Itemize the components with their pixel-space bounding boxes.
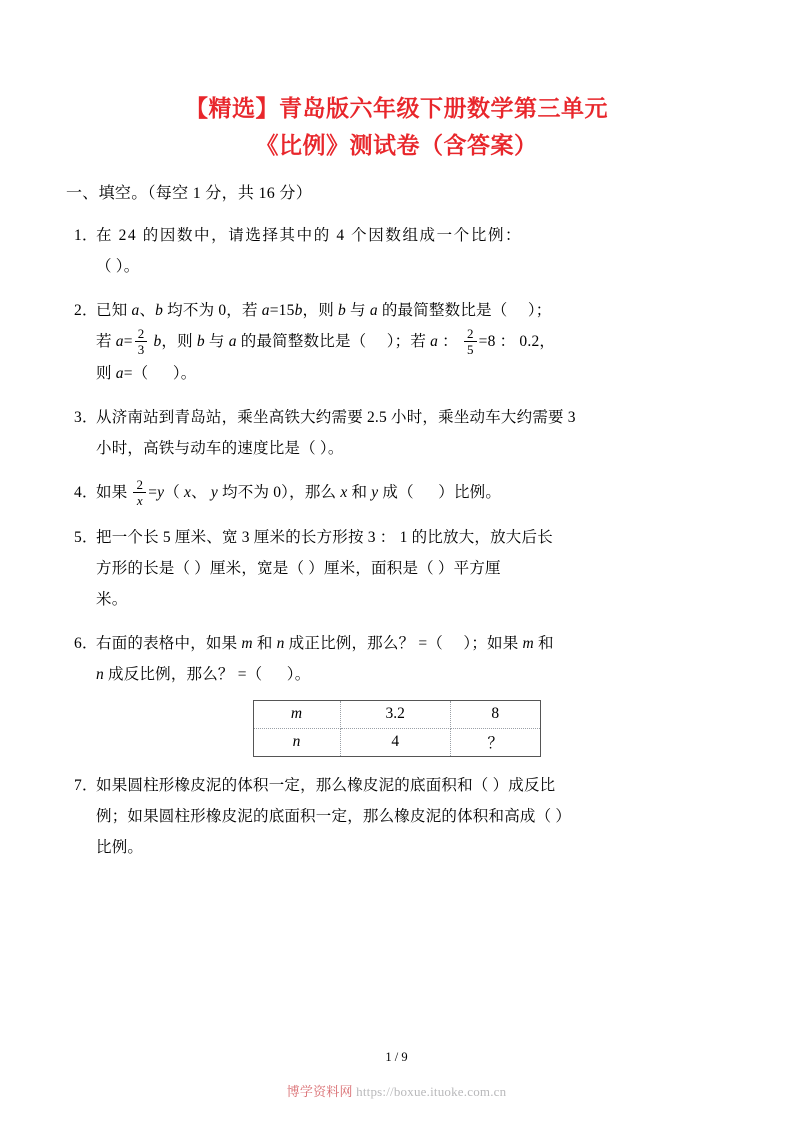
question-line: 小时，高铁与动车的速度比是（ ）。 [96, 439, 344, 457]
question-body [96, 220, 731, 282]
question-number: 6． [74, 634, 98, 652]
table-cell: 8 [450, 700, 540, 728]
table-cell: ？ [450, 728, 540, 756]
table-cell: 4 [340, 728, 450, 756]
table-cell-label: n [253, 728, 340, 756]
question-line: 在 24 的因数中，请选择其中的 4 个因数组成一个比例： [96, 227, 523, 244]
section-heading: 一、填空。（每空 1 分，共 16 分） [66, 185, 313, 202]
question-number: 1． [74, 227, 98, 244]
page-number: 1 / 9 [385, 1050, 408, 1064]
question-line: 米。 [96, 590, 128, 608]
question-body [96, 628, 731, 690]
table-cell: 3.2 [340, 700, 450, 728]
question-line: 例；如果圆柱形橡皮泥的底面积一定，那么橡皮泥的体积和高成（ ） [96, 807, 572, 825]
question-body [96, 522, 731, 615]
table-row [253, 700, 540, 728]
question-body [96, 477, 731, 509]
watermark-url: https://boxue.ituoke.com.cn [356, 1084, 507, 1099]
question-body [96, 402, 731, 464]
question-line: 把一个长 5 厘米、宽 3 厘米的长方形按 3 ： 1 的比放大，放大后长 [96, 528, 553, 546]
question-line: 方形的长是（ ）厘米，宽是（ ）厘米，面积是（ ）平方厘 [96, 559, 501, 577]
watermark-site-name: 博学资料网 [286, 1084, 353, 1099]
question-number: 2． [74, 302, 98, 319]
page-title-line1: 【精选】青岛版六年级下册数学第三单元 [185, 96, 608, 121]
question-item [62, 402, 731, 464]
question-line: （ ）。 [96, 258, 140, 275]
question-number: 7． [74, 776, 98, 794]
question-line: 比例。 [96, 838, 144, 856]
table-row [253, 728, 540, 756]
question-item [62, 220, 731, 282]
question-line: 右面的表格中，如果 m 和 n 成正比例，那么？ =（ ）；如果 m 和 [96, 634, 554, 652]
question-item [62, 770, 731, 863]
question-item [62, 295, 731, 389]
table-cell-label: m [253, 700, 340, 728]
question-line: 则 a=（ ）。 [96, 364, 197, 382]
question-item [62, 628, 731, 690]
question-body [96, 770, 731, 863]
question-line: 已知 a、b 均不为 0，若 a=15b，则 b 与 a 的最简整数比是（ ）； [96, 302, 552, 319]
question-number: 5． [74, 528, 98, 546]
question-number: 4． [74, 483, 98, 501]
question-body [96, 295, 731, 389]
question-line: 如果 $\frac{2}{x}$ =y（ x、 y 均不为 0），那么 x 和 y 成（ ）比例。 [96, 476, 502, 508]
question-line: 若 a= $\frac{2}{3}$ b，则 b 与 a 的最简整数比是（ ）；若 a ： $\frac{2}{5}$ =8 ： 0.2， [96, 325, 556, 357]
data-table [253, 700, 541, 757]
question-item [62, 522, 731, 615]
question-item [62, 477, 731, 509]
question-line: n 成反比例，那么？ =（ ）。 [96, 665, 311, 683]
question-line: 如果圆柱形橡皮泥的体积一定，那么橡皮泥的底面积和（ ）成反比 [96, 776, 556, 794]
page-title-line2: 《比例》测试卷（含答案） [255, 133, 538, 158]
question-line: 从济南站到青岛站，乘坐高铁大约需要 2.5 小时，乘坐动车大约需要 3 [96, 408, 576, 426]
watermark [0, 1081, 793, 1100]
question-number: 3． [74, 408, 98, 426]
